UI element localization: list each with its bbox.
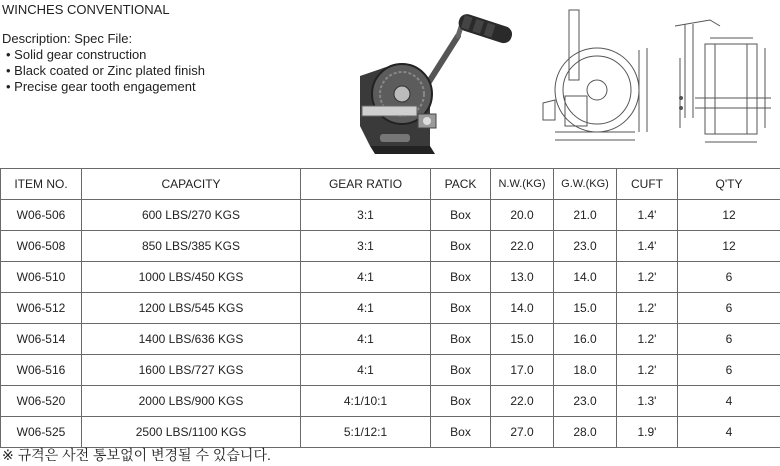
cell-pack: Box <box>431 231 491 262</box>
cell-item-no: W06-508 <box>1 231 82 262</box>
cell-gear-ratio: 4:1 <box>301 324 431 355</box>
cell-gross-weight: 15.0 <box>554 293 617 324</box>
cell-item-no: W06-506 <box>1 200 82 231</box>
cell-qty: 6 <box>678 355 780 386</box>
table-row <box>1 200 780 231</box>
header-gross-weight: G.W.(KG) <box>554 169 617 200</box>
header-qty: Q'TY <box>678 169 780 200</box>
cell-capacity: 600 LBS/270 KGS <box>82 200 301 231</box>
description-label: Description: Spec File: <box>2 31 133 46</box>
table-row <box>1 417 780 448</box>
cell-gear-ratio: 5:1/12:1 <box>301 417 431 448</box>
header-capacity: CAPACITY <box>82 169 301 200</box>
cell-gear-ratio: 4:1 <box>301 262 431 293</box>
cell-net-weight: 17.0 <box>491 355 554 386</box>
cell-gross-weight: 16.0 <box>554 324 617 355</box>
cell-item-no: W06-512 <box>1 293 82 324</box>
feature-item: • Precise gear tooth engagement <box>2 79 205 95</box>
table-row <box>1 293 780 324</box>
cell-gross-weight: 23.0 <box>554 386 617 417</box>
table-header-row <box>1 169 780 200</box>
header-pack: PACK <box>431 169 491 200</box>
feature-list <box>2 47 205 95</box>
cell-net-weight: 15.0 <box>491 324 554 355</box>
cell-item-no: W06-516 <box>1 355 82 386</box>
page-title: WINCHES CONVENTIONAL <box>2 2 170 17</box>
cell-capacity: 1600 LBS/727 KGS <box>82 355 301 386</box>
footnote: ※ 규격은 사전 통보없이 변경될 수 있습니다. <box>2 447 271 463</box>
cell-capacity: 850 LBS/385 KGS <box>82 231 301 262</box>
cell-pack: Box <box>431 293 491 324</box>
table-row <box>1 355 780 386</box>
table-row <box>1 324 780 355</box>
cell-capacity: 2000 LBS/900 KGS <box>82 386 301 417</box>
feature-item: • Black coated or Zinc plated finish <box>2 63 205 79</box>
cell-item-no: W06-514 <box>1 324 82 355</box>
cell-gross-weight: 21.0 <box>554 200 617 231</box>
cell-gear-ratio: 3:1 <box>301 200 431 231</box>
winch-technical-drawing <box>535 8 777 158</box>
cell-cuft: 1.4' <box>617 231 678 262</box>
cell-capacity: 1200 LBS/545 KGS <box>82 293 301 324</box>
cell-pack: Box <box>431 200 491 231</box>
cell-cuft: 1.2' <box>617 355 678 386</box>
header-gear-ratio: GEAR RATIO <box>301 169 431 200</box>
cell-qty: 4 <box>678 417 780 448</box>
cell-pack: Box <box>431 417 491 448</box>
cell-qty: 6 <box>678 262 780 293</box>
header-net-weight: N.W.(KG) <box>491 169 554 200</box>
cell-qty: 6 <box>678 293 780 324</box>
cell-cuft: 1.2' <box>617 293 678 324</box>
cell-capacity: 1000 LBS/450 KGS <box>82 262 301 293</box>
cell-item-no: W06-510 <box>1 262 82 293</box>
cell-gross-weight: 14.0 <box>554 262 617 293</box>
cell-cuft: 1.2' <box>617 262 678 293</box>
cell-item-no: W06-525 <box>1 417 82 448</box>
cell-cuft: 1.9' <box>617 417 678 448</box>
table-row <box>1 386 780 417</box>
feature-item: • Solid gear construction <box>2 47 205 63</box>
cell-gear-ratio: 4:1 <box>301 293 431 324</box>
cell-qty: 12 <box>678 200 780 231</box>
spec-table <box>0 168 780 448</box>
cell-capacity: 2500 LBS/1100 KGS <box>82 417 301 448</box>
cell-pack: Box <box>431 386 491 417</box>
cell-net-weight: 14.0 <box>491 293 554 324</box>
cell-cuft: 1.2' <box>617 324 678 355</box>
table-row <box>1 231 780 262</box>
cell-gross-weight: 18.0 <box>554 355 617 386</box>
cell-cuft: 1.3' <box>617 386 678 417</box>
cell-net-weight: 22.0 <box>491 386 554 417</box>
cell-gear-ratio: 4:1/10:1 <box>301 386 431 417</box>
cell-capacity: 1400 LBS/636 KGS <box>82 324 301 355</box>
cell-item-no: W06-520 <box>1 386 82 417</box>
cell-pack: Box <box>431 355 491 386</box>
cell-qty: 12 <box>678 231 780 262</box>
cell-gear-ratio: 4:1 <box>301 355 431 386</box>
cell-net-weight: 27.0 <box>491 417 554 448</box>
cell-qty: 6 <box>678 324 780 355</box>
description-block <box>2 31 205 95</box>
cell-cuft: 1.4' <box>617 200 678 231</box>
winch-product-photo <box>350 6 520 156</box>
cell-gross-weight: 28.0 <box>554 417 617 448</box>
header-cuft: CUFT <box>617 169 678 200</box>
cell-gear-ratio: 3:1 <box>301 231 431 262</box>
header-item-no: ITEM NO. <box>1 169 82 200</box>
cell-gross-weight: 23.0 <box>554 231 617 262</box>
cell-net-weight: 20.0 <box>491 200 554 231</box>
cell-net-weight: 22.0 <box>491 231 554 262</box>
cell-net-weight: 13.0 <box>491 262 554 293</box>
cell-pack: Box <box>431 324 491 355</box>
cell-qty: 4 <box>678 386 780 417</box>
cell-pack: Box <box>431 262 491 293</box>
table-row <box>1 262 780 293</box>
